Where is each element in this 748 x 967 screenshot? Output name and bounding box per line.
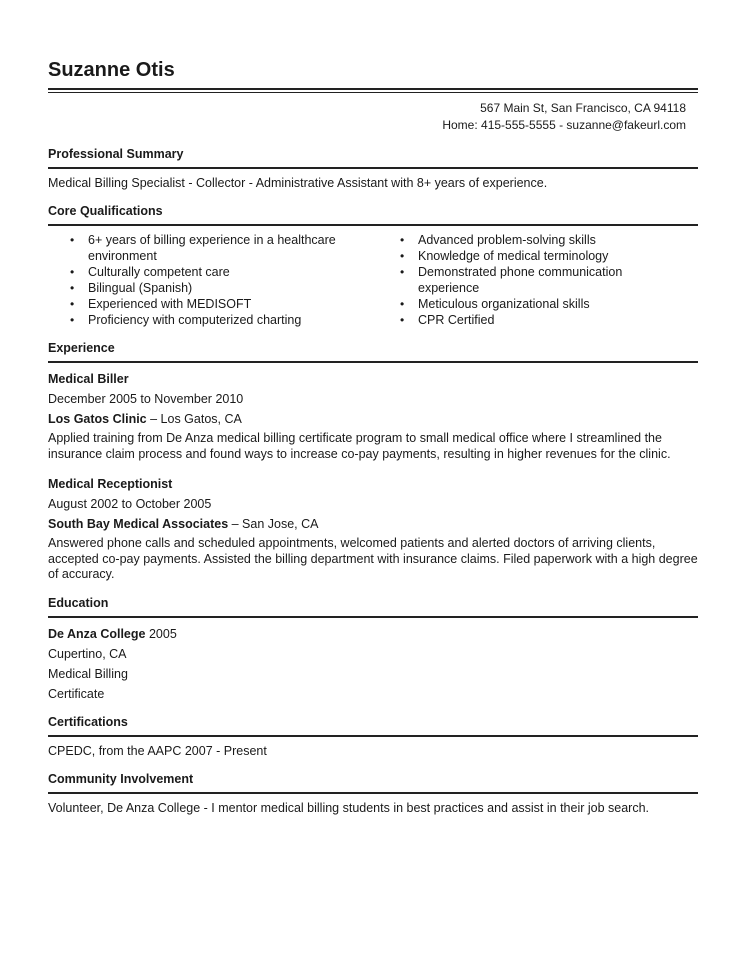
education-heading: Education (48, 595, 109, 610)
resume-page (48, 58, 698, 816)
community-text: Volunteer, De Anza College - I mentor medical billing students in best practices and assist in their job search. (48, 800, 650, 815)
list-item: • Knowledge of medical terminology (378, 248, 678, 264)
summary-heading: Professional Summary (48, 147, 184, 161)
qualifications-list (48, 232, 698, 328)
education-school: De Anza College (48, 626, 146, 641)
experience-heading: Experience (48, 341, 115, 355)
job-dates: August 2002 to October 2005 (48, 497, 212, 511)
education-city: Cupertino, CA (48, 646, 127, 661)
candidate-name: Suzanne Otis (48, 59, 175, 81)
phone-email: Home: 415-555-5555 - suzanne@fakeurl.com (442, 118, 686, 132)
list-item: • 6+ years of billing experience in a healthcare environment (48, 232, 378, 264)
certifications-divider (48, 735, 698, 737)
list-item: • Demonstrated phone communication experience (378, 264, 678, 296)
list-item: • CPR Certified (378, 312, 678, 328)
job-location: – San Jose, CA (228, 517, 319, 531)
community-divider (48, 792, 698, 794)
certifications-text: CPEDC, from the AAPC 2007 - Present (48, 743, 267, 758)
job-employer: Los Gatos Clinic (48, 412, 147, 426)
job-description: Answered phone calls and scheduled appointments, welcomed patients and alerted doctors of arriving clients, accepted co-pay payments. Assisted the billing department with insurance claims. Filed paperwork with a high degree of accuracy. (48, 536, 698, 581)
job-entry (48, 371, 698, 462)
education-year: 2005 (145, 626, 177, 641)
job-entry (48, 476, 698, 583)
job-employer-line (48, 516, 698, 532)
job-employer: South Bay Medical Associates (48, 517, 229, 531)
header-divider (48, 88, 698, 93)
list-item: • Proficiency with computerized charting (48, 312, 378, 328)
qualifications-left-column (48, 232, 378, 328)
education-degree: Certificate (48, 686, 105, 701)
job-description: Applied training from De Anza medical billing certificate program to small medical office where I streamlined the insurance claim process and found ways to increase co-pay payments, resulting in higher revenues for the clinic. (48, 431, 671, 461)
list-item: • Experienced with MEDISOFT (48, 296, 378, 312)
summary-text: Medical Billing Specialist - Collector - Administrative Assistant with 8+ years of experience. (48, 176, 548, 190)
job-dates: December 2005 to November 2010 (48, 392, 244, 406)
list-item: • Advanced problem-solving skills (378, 232, 678, 248)
job-location: – Los Gatos, CA (146, 412, 242, 426)
education-school-line (48, 626, 698, 642)
education-field: Medical Billing (48, 666, 128, 681)
experience-divider (48, 361, 698, 363)
contact-block (48, 100, 698, 134)
qualifications-divider (48, 224, 698, 226)
job-role: Medical Biller (48, 372, 129, 386)
community-heading: Community Involvement (48, 771, 194, 786)
list-item: • Meticulous organizational skills (378, 296, 678, 312)
job-employer-line (48, 411, 698, 427)
qualifications-right-column (378, 232, 678, 328)
summary-divider (48, 167, 698, 169)
qualifications-heading: Core Qualifications (48, 204, 163, 218)
list-item: • Bilingual (Spanish) (48, 280, 378, 296)
address: 567 Main St, San Francisco, CA 94118 (480, 101, 686, 115)
education-divider (48, 616, 698, 618)
certifications-heading: Certifications (48, 714, 128, 729)
list-item: • Culturally competent care (48, 264, 378, 280)
job-role: Medical Receptionist (48, 477, 173, 491)
